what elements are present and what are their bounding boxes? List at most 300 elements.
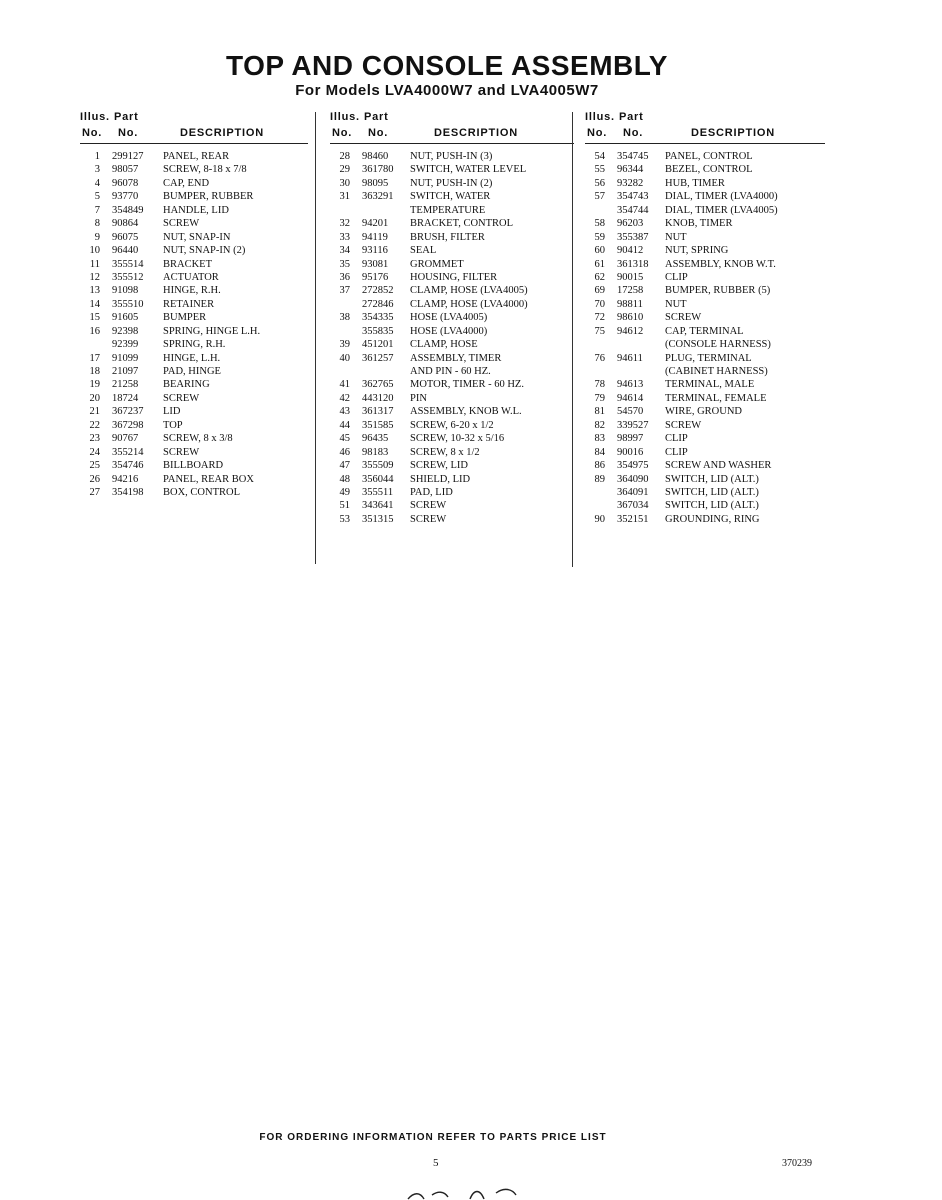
part-number: 356044 (362, 473, 394, 485)
part-description: SCREW, 8 x 1/2 (410, 446, 480, 458)
illus-number: 30 (339, 177, 350, 189)
illus-number: 7 (94, 204, 100, 216)
part-number: 364090 (617, 473, 649, 485)
part-description: HOSE (LVA4000) (410, 325, 488, 337)
illus-number: 49 (339, 486, 350, 498)
part-description: PLUG, TERMINAL (665, 352, 752, 364)
parts-row (330, 217, 574, 230)
parts-row (330, 204, 574, 217)
part-description: (CONSOLE HARNESS) (665, 339, 771, 351)
parts-row (330, 459, 574, 472)
parts-row (585, 486, 825, 499)
part-number: 367034 (617, 500, 649, 512)
part-description: TERMINAL, MALE (665, 379, 755, 391)
part-description: SCREW AND WASHER (665, 460, 772, 472)
part-description: SWITCH, LID (ALT.) (665, 500, 759, 512)
parts-row (585, 325, 825, 338)
part-number: 354335 (362, 312, 394, 324)
part-number: 367237 (112, 406, 144, 418)
part-number: 94614 (617, 392, 644, 404)
part-description: ASSEMBLY, KNOB W.T. (665, 258, 776, 270)
illus-number: 42 (339, 392, 350, 404)
part-description: BUMPER, RUBBER (5) (665, 285, 771, 297)
illus-number: 39 (339, 339, 350, 351)
header-illus-no: No. (332, 127, 353, 139)
parts-row (585, 446, 825, 459)
parts-row (80, 338, 308, 351)
parts-row (330, 284, 574, 297)
illus-number: 32 (339, 218, 350, 230)
part-description: BUMPER (163, 312, 207, 324)
part-number: 364091 (617, 486, 649, 498)
illus-number: 89 (594, 473, 605, 485)
part-description: HUB, TIMER (665, 177, 725, 189)
header-part-no: No. (368, 127, 389, 139)
parts-row (330, 338, 574, 351)
part-number: 343641 (362, 500, 394, 512)
parts-row (585, 405, 825, 418)
part-description: PAD, LID (410, 486, 453, 498)
part-description: SCREW, 10-32 x 5/16 (410, 433, 505, 445)
illus-number: 84 (594, 446, 605, 458)
part-number: 272852 (362, 285, 394, 297)
illus-number: 22 (89, 419, 100, 431)
illus-number: 81 (594, 406, 605, 418)
part-number: 54570 (617, 406, 644, 418)
part-description: NUT, SPRING (665, 245, 729, 257)
illus-number: 26 (89, 473, 100, 485)
part-description: BILLBOARD (163, 460, 224, 472)
parts-row (330, 432, 574, 445)
part-description: BUMPER, RUBBER (163, 191, 254, 203)
part-description: CLAMP, HOSE (410, 339, 478, 351)
parts-row (80, 150, 308, 163)
illus-number: 76 (594, 352, 605, 364)
part-description: SCREW, 6-20 x 1/2 (410, 419, 494, 431)
part-number: 90016 (617, 446, 644, 458)
parts-row (585, 459, 825, 472)
illus-number: 60 (594, 245, 605, 257)
illus-number: 21 (89, 406, 100, 418)
part-number: 96203 (617, 218, 644, 230)
part-description: TOP (163, 419, 183, 431)
parts-row (330, 513, 574, 526)
part-number: 355514 (112, 258, 144, 270)
part-description: SHIELD, LID (410, 473, 471, 485)
illus-number: 24 (89, 446, 100, 458)
parts-row (585, 338, 825, 351)
illus-number: 28 (339, 151, 350, 162)
column-divider (572, 112, 573, 567)
part-number: 96078 (112, 177, 139, 189)
illus-number: 54 (594, 151, 605, 162)
parts-row (585, 204, 825, 217)
part-number: 18724 (112, 392, 139, 404)
part-number: 355512 (112, 271, 144, 283)
part-description: HOUSING, FILTER (410, 271, 498, 283)
part-number: 361780 (362, 164, 394, 176)
parts-row (330, 365, 574, 378)
parts-row (80, 432, 308, 445)
header-illus: Illus. (330, 111, 360, 123)
part-number: 98811 (617, 298, 643, 310)
illus-number: 18 (89, 366, 100, 377)
part-number: 354744 (617, 204, 649, 216)
part-number: 354849 (112, 204, 144, 216)
part-description: WIRE, GROUND (665, 406, 742, 418)
part-number: 91099 (112, 352, 139, 364)
header-part: Part (619, 111, 644, 123)
part-number: 362765 (362, 379, 394, 391)
parts-row (585, 217, 825, 230)
illus-number: 53 (339, 513, 350, 525)
part-number: 352151 (617, 513, 649, 525)
parts-row (330, 244, 574, 257)
parts-row (585, 271, 825, 284)
part-description: SCREW (665, 312, 702, 324)
parts-row (585, 284, 825, 297)
part-description: HOSE (LVA4005) (410, 312, 488, 324)
part-number: 355510 (112, 298, 144, 310)
part-description: SPRING, R.H. (163, 339, 226, 351)
column-header (330, 109, 574, 144)
illus-number: 40 (339, 352, 350, 364)
illus-number: 29 (339, 164, 350, 176)
illus-number: 55 (594, 164, 605, 176)
part-description: ASSEMBLY, TIMER (410, 352, 502, 364)
part-number: 93116 (362, 245, 388, 257)
illus-number: 46 (339, 446, 350, 458)
header-illus: Illus. (585, 111, 615, 123)
part-description: NUT, SNAP-IN (2) (163, 245, 246, 257)
illus-number: 75 (594, 325, 605, 337)
illus-number: 69 (594, 285, 605, 297)
part-number: 96075 (112, 231, 139, 243)
illus-number: 48 (339, 473, 350, 485)
illus-number: 78 (594, 379, 605, 391)
part-number: 355214 (112, 446, 144, 458)
handwritten-mark-icon (400, 1183, 530, 1200)
illus-number: 16 (89, 325, 100, 337)
parts-row (80, 271, 308, 284)
part-description: NUT (665, 231, 687, 243)
part-description: SWITCH, WATER (410, 191, 491, 203)
part-number: 98460 (362, 151, 389, 162)
parts-row (585, 298, 825, 311)
part-number: 451201 (362, 339, 394, 351)
illus-number: 14 (89, 298, 100, 310)
header-part: Part (114, 111, 139, 123)
part-description: CAP, END (163, 177, 210, 189)
part-number: 98095 (362, 177, 389, 189)
parts-row (585, 499, 825, 512)
part-number: 351585 (362, 419, 394, 431)
parts-row (330, 352, 574, 365)
part-description: HINGE, L.H. (163, 352, 221, 364)
part-description: BRUSH, FILTER (410, 231, 485, 243)
illus-number: 17 (89, 352, 100, 364)
parts-row (80, 392, 308, 405)
parts-row (330, 190, 574, 203)
illus-number: 1 (94, 151, 100, 162)
part-number: 355511 (362, 486, 394, 498)
illus-number: 13 (89, 285, 100, 297)
part-description: ACTUATOR (163, 271, 219, 283)
part-number: 355509 (362, 460, 394, 472)
parts-row (585, 365, 825, 378)
part-description: SEAL (410, 245, 437, 257)
part-description: RETAINER (163, 298, 215, 310)
parts-row (330, 419, 574, 432)
parts-column-2 (330, 109, 574, 526)
part-number: 93081 (362, 258, 389, 270)
illus-number: 56 (594, 177, 605, 189)
illus-number: 90 (594, 513, 605, 525)
parts-row (80, 284, 308, 297)
illus-number: 12 (89, 271, 100, 283)
part-description: BEZEL, CONTROL (665, 164, 753, 176)
illus-number: 9 (94, 231, 100, 243)
part-number: 299127 (112, 151, 144, 162)
parts-row (80, 352, 308, 365)
illus-number: 8 (94, 218, 100, 230)
illus-number: 37 (339, 285, 350, 297)
column-divider (315, 112, 316, 564)
part-description: SCREW (163, 392, 200, 404)
parts-row (330, 392, 574, 405)
part-number: 361318 (617, 258, 649, 270)
part-description: SPRING, HINGE L.H. (163, 325, 261, 337)
parts-row (585, 190, 825, 203)
part-number: 98057 (112, 164, 139, 176)
parts-row (80, 204, 308, 217)
illus-number: 47 (339, 460, 350, 472)
part-description: SCREW, 8-18 x 7/8 (163, 164, 247, 176)
parts-row (330, 446, 574, 459)
page-title: TOP AND CONSOLE ASSEMBLY (226, 50, 668, 81)
part-description: PANEL, REAR BOX (163, 473, 254, 485)
illus-number: 43 (339, 406, 350, 418)
part-description: ASSEMBLY, KNOB W.L. (410, 406, 522, 418)
illus-number: 25 (89, 460, 100, 472)
illus-number: 82 (594, 419, 605, 431)
illus-number: 62 (594, 271, 605, 283)
parts-row (80, 378, 308, 391)
part-number: 94612 (617, 325, 644, 337)
parts-row (585, 150, 825, 163)
part-description: SCREW, LID (410, 460, 468, 472)
part-description: CLAMP, HOSE (LVA4000) (410, 298, 528, 310)
parts-column-3 (585, 109, 825, 526)
parts-row (80, 486, 308, 499)
part-description: PANEL, CONTROL (665, 151, 753, 162)
parts-row (80, 244, 308, 257)
parts-row (585, 432, 825, 445)
parts-row (330, 163, 574, 176)
parts-row (330, 499, 574, 512)
part-description: PANEL, REAR (163, 151, 230, 162)
part-description: (CABINET HARNESS) (665, 366, 768, 377)
header-part: Part (364, 111, 389, 123)
parts-row (330, 231, 574, 244)
part-number: 354745 (617, 151, 649, 162)
parts-row (585, 163, 825, 176)
part-description: NUT (665, 298, 687, 310)
illus-number: 31 (339, 191, 350, 203)
illus-number: 11 (89, 258, 100, 270)
part-description: NUT, PUSH-IN (2) (410, 177, 493, 189)
illus-number: 36 (339, 271, 350, 283)
parts-row (80, 231, 308, 244)
parts-row (80, 459, 308, 472)
parts-row (330, 486, 574, 499)
parts-row (330, 311, 574, 324)
illus-number: 23 (89, 433, 100, 445)
part-number: 96435 (362, 433, 389, 445)
parts-row (80, 419, 308, 432)
parts-row (585, 244, 825, 257)
illus-number: 38 (339, 312, 350, 324)
header-illus-no: No. (82, 127, 103, 139)
illus-number: 45 (339, 433, 350, 445)
illus-number: 51 (339, 500, 350, 512)
parts-row (80, 311, 308, 324)
part-description: AND PIN - 60 HZ. (410, 366, 491, 377)
header-description: DESCRIPTION (180, 127, 264, 139)
part-number: 355387 (617, 231, 649, 243)
part-number: 98183 (362, 446, 389, 458)
illus-number: 5 (94, 191, 100, 203)
part-number: 367298 (112, 419, 144, 431)
part-number: 363291 (362, 191, 394, 203)
illus-number: 44 (339, 419, 350, 431)
part-number: 98610 (617, 312, 644, 324)
part-description: GROMMET (410, 258, 464, 270)
part-number: 94201 (362, 218, 389, 230)
column-header (80, 109, 308, 144)
part-description: SWITCH, LID (ALT.) (665, 486, 759, 498)
parts-row (80, 365, 308, 378)
column-header (585, 109, 825, 144)
part-number: 91098 (112, 285, 139, 297)
part-number: 90767 (112, 433, 139, 445)
illus-number: 33 (339, 231, 350, 243)
part-number: 92398 (112, 325, 139, 337)
parts-row (80, 446, 308, 459)
part-number: 354198 (112, 486, 144, 498)
part-number: 339527 (617, 419, 649, 431)
part-number: 94613 (617, 379, 644, 391)
part-description: SCREW (665, 419, 702, 431)
part-description: SCREW (163, 446, 200, 458)
parts-row (585, 513, 825, 526)
part-number: 21258 (112, 379, 139, 391)
part-description: SCREW (410, 500, 447, 512)
part-description: HANDLE, LID (163, 204, 229, 216)
part-description: DIAL, TIMER (LVA4005) (665, 204, 778, 216)
parts-row (330, 473, 574, 486)
parts-row (80, 217, 308, 230)
parts-row (330, 177, 574, 190)
part-number: 96344 (617, 164, 644, 176)
parts-row (585, 258, 825, 271)
part-description: PIN (410, 392, 427, 404)
part-description: TERMINAL, FEMALE (665, 392, 767, 404)
parts-row (80, 163, 308, 176)
header-part-no: No. (623, 127, 644, 139)
illus-number: 27 (89, 486, 100, 498)
illus-number: 83 (594, 433, 605, 445)
ordering-note: FOR ORDERING INFORMATION REFER TO PARTS PRICE LIST (259, 1132, 607, 1143)
parts-row (80, 405, 308, 418)
part-number: 351315 (362, 513, 394, 525)
part-description: MOTOR, TIMER - 60 HZ. (410, 379, 524, 391)
part-description: SCREW, 8 x 3/8 (163, 433, 233, 445)
part-number: 354975 (617, 460, 649, 472)
part-number: 93770 (112, 191, 139, 203)
illus-number: 15 (89, 312, 100, 324)
illus-number: 19 (89, 379, 100, 391)
part-number: 93282 (617, 177, 644, 189)
parts-row (330, 298, 574, 311)
part-description: DIAL, TIMER (LVA4000) (665, 191, 778, 203)
header-illus: Illus. (80, 111, 110, 123)
part-number: 90412 (617, 245, 644, 257)
part-number: 354743 (617, 191, 649, 203)
part-description: SCREW (410, 513, 447, 525)
illus-number: 3 (94, 164, 100, 176)
header-description: DESCRIPTION (434, 127, 518, 139)
part-number: 21097 (112, 366, 139, 377)
part-description: BOX, CONTROL (163, 486, 241, 498)
part-description: LID (163, 406, 181, 418)
parts-row (330, 150, 574, 163)
part-number: 94216 (112, 473, 139, 485)
part-description: BRACKET, CONTROL (410, 218, 514, 230)
part-number: 98997 (617, 433, 644, 445)
part-description: SWITCH, WATER LEVEL (410, 164, 527, 176)
parts-row (585, 473, 825, 486)
illus-number: 70 (594, 298, 605, 310)
part-description: BRACKET (163, 258, 213, 270)
parts-row (585, 392, 825, 405)
parts-row (585, 419, 825, 432)
parts-column-1 (80, 109, 308, 499)
parts-row (80, 325, 308, 338)
part-number: 443120 (362, 392, 394, 404)
parts-row (585, 231, 825, 244)
illus-number: 10 (89, 245, 100, 257)
illus-number: 61 (594, 258, 605, 270)
document-number: 370239 (782, 1158, 812, 1169)
part-description: KNOB, TIMER (665, 218, 733, 230)
parts-row (80, 177, 308, 190)
illus-number: 4 (94, 177, 100, 189)
part-description: NUT, PUSH-IN (3) (410, 151, 493, 162)
parts-row (585, 378, 825, 391)
part-description: BEARING (163, 379, 210, 391)
illus-number: 34 (339, 245, 350, 257)
part-number: 355835 (362, 325, 394, 337)
illus-number: 72 (594, 312, 605, 324)
part-description: SCREW (163, 218, 200, 230)
parts-row (330, 378, 574, 391)
header-part-no: No. (118, 127, 139, 139)
part-number: 354746 (112, 460, 144, 472)
part-description: CLIP (665, 271, 688, 283)
illus-number: 79 (594, 392, 605, 404)
part-number: 361257 (362, 352, 394, 364)
